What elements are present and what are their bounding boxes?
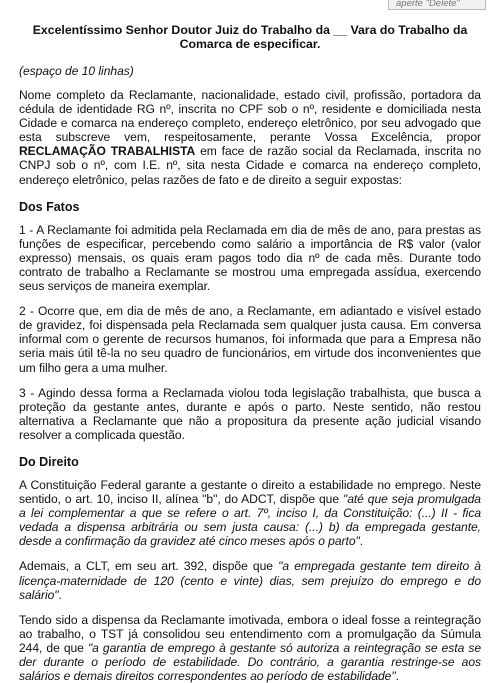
clt-quote: "a empregada gestante tem direito à licença-maternidade de 120 (cento e vinte) dias, sem prejuízo do emprego e do salário" xyxy=(19,559,481,602)
intro-text-end: em face de razão social da Reclamada, inscrita no CNPJ sob o nº, com I.E. nº, sita nesta Cidade e comarca na endereço completo, endereço eletrônico, pelas razões de fato e de direito a seguir expostas: xyxy=(19,144,481,187)
section-title-fatos: Dos Fatos xyxy=(19,199,80,214)
document-heading: Excelentíssimo Senhor Doutor Juiz do Trabalho da __ Vara do Trabalho da Comarca de especificar. xyxy=(32,23,468,51)
direito-paragraph-2 xyxy=(19,559,481,601)
direito-p2-end: . xyxy=(58,587,62,602)
direito-paragraph-1 xyxy=(19,478,481,548)
fatos-paragraph-2: 2 - Ocorre que, em dia de mês de ano, a Reclamante, em adiantado e visível estado de gravidez, foi dispensada pela Reclamada sem qualquer justa causa. Em conversa informal com o gerente de recursos humanos, foi informada que para a Empresa não seria mais útil tê-la no seu quadro de funcionários, em virtude dos inconvenientes que um filho gera a uma mulher. xyxy=(19,304,481,375)
section-title-direito: Do Direito xyxy=(19,454,79,469)
claim-title: RECLAMAÇÃO TRABALHISTA xyxy=(19,144,196,159)
fatos-paragraph-3: 3 - Agindo dessa forma a Reclamada violou toda legislação trabalhista, que busca a proteção da gestante antes, durante e após o parto. Neste sentido, não restou alternativa a Reclamante que não a propositura da presente ação judicial visando resolver a complicada questão. xyxy=(19,385,481,442)
adct-quote: "até que seja promulgada a lei complementar a que se refere o art. 7º, inciso I, da Constituição: (...) II - fica vedada a dispensa arbitrária ou sem justa causa: (...) b) da empregada gestante, desde a confirmação da gravidez até cinco meses após o parto" xyxy=(19,492,481,549)
direito-p2-text: Ademais, a CLT, em seu art. 392, dispõe que xyxy=(19,559,279,574)
intro-text-start: Nome completo da Reclamante, nacionalidade, estado civil, profissão, portadora da cédula de identidade RG nº, inscrita no CPF sob o nº, residente e domiciliada nesta Cidade e comarca na endereço completo, endereço eletrônico, por seu advogado que esta subscreve vem, respeitosamente, perante Vossa Excelência, propor xyxy=(19,88,481,145)
direito-p3-end: . xyxy=(395,669,399,683)
direito-paragraph-3 xyxy=(19,613,481,683)
tst-quote: "a garantia de emprego à gestante só autoriza a reintegração se esta se der durante o período de estabilidade. Do contrário, a garantia restringe-se aos salários e demais direitos correspondentes ao período de estabilidade" xyxy=(19,640,481,683)
direito-p1-text: A Constituição Federal garante a gestante o direito a estabilidade no emprego. Neste sentido, o art. 10, inciso II, alínea "b", do ADCT, dispõe que xyxy=(19,477,481,507)
direito-p3-text: Tendo sido a dispensa da Reclamante imotivada, embora o ideal fosse a reintegração ao trabalho, o TST já consolidou seu entendimento com a promulgação da Súmula 244, de que xyxy=(19,612,481,655)
fatos-paragraph-1: 1 - A Reclamante foi admitida pela Reclamada em dia de mês de ano, para prestas as funções de especificar, percebendo como salário a importância de R$ valor (valor expresso) mensais, os quais eram pagos todo dia nº de cada mês. Durante todo contrato de trabalho a Reclamante se mostrou uma empregada assídua, exercendo seus serviços de maneira exemplar. xyxy=(19,222,481,294)
delete-tooltip: aperte "Delete" xyxy=(388,0,486,10)
spacing-note: (espaço de 10 linhas) xyxy=(19,64,134,78)
direito-p1-end: . xyxy=(359,534,364,549)
intro-paragraph xyxy=(19,88,481,187)
document-body xyxy=(19,23,481,683)
